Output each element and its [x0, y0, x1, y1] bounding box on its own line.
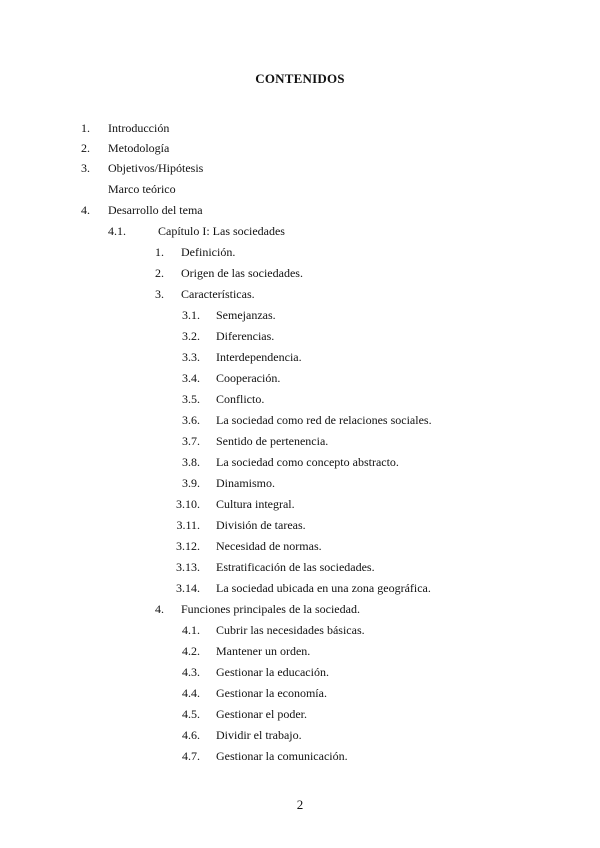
toc-number: 3.12.	[176, 539, 200, 553]
toc-entry	[0, 120, 600, 136]
toc-entry	[0, 685, 600, 701]
toc-text: Objetivos/Hipótesis	[108, 161, 204, 175]
toc-entry	[0, 475, 600, 491]
toc-number: 4.	[155, 602, 164, 616]
toc-number: 4.	[81, 203, 90, 217]
toc-entry	[0, 307, 600, 323]
toc-text: Desarrollo del tema	[108, 203, 203, 217]
toc-number: 3.4.	[182, 371, 200, 385]
toc-number: 3.7.	[182, 434, 200, 448]
toc-text: Diferencias.	[216, 329, 275, 343]
toc-entry	[0, 643, 600, 659]
toc-text: Gestionar la economía.	[216, 686, 327, 700]
toc-text: Interdependencia.	[216, 350, 302, 364]
toc-entry	[0, 559, 600, 575]
toc-entry	[0, 223, 600, 239]
toc-entry	[0, 580, 600, 596]
toc-number: 3.13.	[176, 560, 200, 574]
toc-text: La sociedad como red de relaciones sociales.	[216, 413, 432, 427]
toc-entry	[0, 454, 600, 470]
page-number: 2	[296, 797, 304, 812]
toc-entry	[0, 160, 600, 176]
toc-number: 1.	[81, 121, 90, 135]
toc-number: 4.4.	[182, 686, 200, 700]
toc-entry	[0, 517, 600, 533]
toc-entry	[0, 412, 600, 428]
toc-text: Capítulo I: Las sociedades	[158, 224, 285, 238]
toc-entry	[0, 433, 600, 449]
toc-entry	[0, 391, 600, 407]
toc-entry	[0, 370, 600, 386]
toc-number: 3.2.	[182, 329, 200, 343]
toc-entry	[0, 349, 600, 365]
toc-text: División de tareas.	[216, 518, 306, 532]
toc-entry	[0, 181, 600, 197]
toc-text: Origen de las sociedades.	[181, 266, 303, 280]
toc-text: Gestionar el poder.	[216, 707, 307, 721]
toc-entry	[0, 622, 600, 638]
toc-text: Dinamismo.	[216, 476, 275, 490]
toc-number: 3.6.	[182, 413, 200, 427]
toc-text: Mantener un orden.	[216, 644, 311, 658]
toc-text: Gestionar la comunicación.	[216, 749, 348, 763]
toc-entry	[0, 244, 600, 260]
toc-number: 4.3.	[182, 665, 200, 679]
toc-number: 3.	[155, 287, 164, 301]
toc-number: 3.3.	[182, 350, 200, 364]
toc-text: Definición.	[181, 245, 236, 259]
toc-text: Necesidad de normas.	[216, 539, 322, 553]
toc-entry	[0, 727, 600, 743]
toc-number: 4.6.	[182, 728, 200, 742]
toc-text: La sociedad ubicada en una zona geográfica.	[216, 581, 431, 595]
toc-number: 2.	[155, 266, 164, 280]
toc-entry	[0, 748, 600, 764]
toc-text: Dividir el trabajo.	[216, 728, 302, 742]
toc-entry	[0, 265, 600, 281]
toc-number: 4.2.	[182, 644, 200, 658]
toc-text: Cooperación.	[216, 371, 281, 385]
toc-text: Conflicto.	[216, 392, 265, 406]
toc-number: 4.7.	[182, 749, 200, 763]
toc-text: Introducción	[108, 121, 170, 135]
toc-number: 4.5.	[182, 707, 200, 721]
toc-text: Semejanzas.	[216, 308, 276, 322]
toc-entry	[0, 706, 600, 722]
toc-number: 4.1.	[182, 623, 200, 637]
toc-entry	[0, 538, 600, 554]
toc-entry	[0, 496, 600, 512]
toc-text: Cultura integral.	[216, 497, 295, 511]
toc-number: 3.	[81, 161, 90, 175]
toc-number: 2.	[81, 141, 90, 155]
toc-text: Estratificación de las sociedades.	[216, 560, 375, 574]
toc-entry	[0, 601, 600, 617]
toc-number: 4.1.	[108, 224, 126, 238]
toc-number: 3.11.	[176, 518, 200, 532]
toc-entry	[0, 664, 600, 680]
toc-text: La sociedad como concepto abstracto.	[216, 455, 399, 469]
toc-entry	[0, 286, 600, 302]
toc-number: 3.10.	[176, 497, 200, 511]
toc-number: 3.14.	[176, 581, 200, 595]
toc-entry	[0, 202, 600, 218]
toc-text: Metodología	[108, 141, 170, 155]
toc-number: 3.9.	[182, 476, 200, 490]
toc-number: 1.	[155, 245, 164, 259]
document-title: CONTENIDOS	[255, 71, 345, 86]
toc-text: Características.	[181, 287, 255, 301]
toc-number: 3.8.	[182, 455, 200, 469]
toc-number: 3.1.	[182, 308, 200, 322]
toc-entry	[0, 328, 600, 344]
toc-text: Sentido de pertenencia.	[216, 434, 329, 448]
toc-text: Cubrir las necesidades básicas.	[216, 623, 365, 637]
toc-text: Marco teórico	[108, 182, 176, 196]
toc-text: Gestionar la educación.	[216, 665, 329, 679]
toc-entry	[0, 140, 600, 156]
toc-number: 3.5.	[182, 392, 200, 406]
toc-text: Funciones principales de la sociedad.	[181, 602, 360, 616]
